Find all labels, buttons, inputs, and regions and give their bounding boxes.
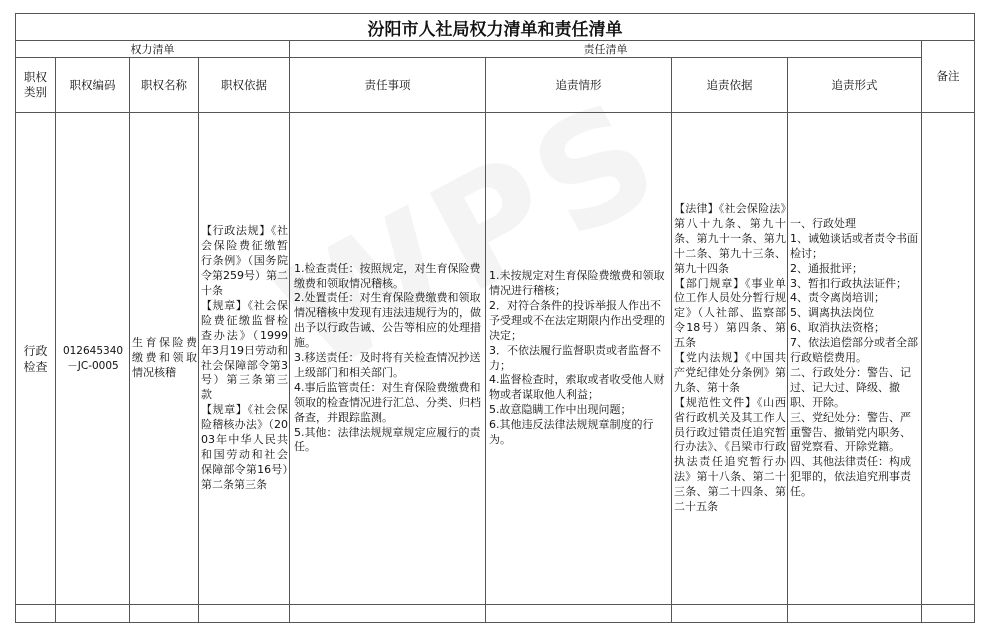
empty-cell: [199, 605, 290, 623]
header-remarks: 备注: [922, 41, 975, 113]
header-accountability-form: 追责形式: [788, 58, 922, 113]
cell-remarks: [922, 113, 975, 605]
empty-cell: [788, 605, 922, 623]
empty-cell: [672, 605, 788, 623]
responsibility-table: [15, 13, 975, 623]
empty-cell: [922, 605, 975, 623]
empty-cell: [16, 605, 56, 623]
group-header-power-list: 权力清单: [16, 41, 290, 58]
cell-name: 生育保险费缴费和领取情况核稽: [130, 113, 199, 605]
header-category: 职权类别: [16, 58, 56, 113]
group-header-responsibility-list: 责任清单: [290, 41, 922, 58]
empty-cell: [290, 605, 486, 623]
header-basis: 职权依据: [199, 58, 290, 113]
empty-cell: [486, 605, 672, 623]
header-name: 职权名称: [130, 58, 199, 113]
cell-category: 行政检查: [16, 113, 56, 605]
cell-accountability-form: 一、行政处理 1、诫勉谈话或者责令书面检讨； 2、通报批评； 3、暂扣行政执法证件； 4、责令离岗培训； 5、调离执法岗位 6、取消执法资格； 7、依法追偿部分或者全部行政赔偿费用。 二、行政处分：警告、记过、记大过、降级、撤职、开除。 三、党纪处分：警告、严重警告、撤销党内职务、留党察看、开除党籍。 四、其他法律责任：构成犯罪的，依法追究刑事责任。: [788, 113, 922, 605]
cell-responsibility: 1.检查责任：按照规定，对生育保险费缴费和领取情况稽核。 2.处置责任：对生育保险费缴费和领取情况稽核中发现有违法违规行为的，做出予以行政告诫、公告等相应的处理措施。 3.移送责任：及时将有关检查情况抄送上级部门和相关部门。 4.事后监管责任：对生育保险费缴费和领取的检查情况进行汇总、分类、归档备查，并跟踪监测。 5.其他：法律法规规章规定应履行的责任。: [290, 113, 486, 605]
table-title: 汾阳市人社局权力清单和责任清单: [16, 14, 975, 41]
header-accountability-situation: 追责情形: [486, 58, 672, 113]
cell-accountability-basis: 【法律】《社会保险法》第八十九条、第九十条、第九十一条、第九十二条、第九十三条、第九十四条 【部门规章】《事业单位工作人员处分暂行规定》（人社部、监察部令18号）第四条、第五条 【党内法规】《中国共产党纪律处分条例》第九条、第十条 【规范性文件】《山西省行政机关及其工作人员行政过错责任追究暂行办法》、《吕梁市行政执法责任追究暂行办法》第十八条、第二十三条、第二十四条、第二十五条: [672, 113, 788, 605]
cell-basis: 【行政法规】《社会保险费征缴暂行条例》（国务院令第259号）第二十条 【规章】《社会保险费征缴监督检查办法》（1999年3月19日劳动和社会保障部令第3号）第三条第三款 【规章】《社会保险稽核办法》（2003年中华人民共和国劳动和社会保障部令第16号）第二条第三条: [199, 113, 290, 605]
header-code: 职权编码: [56, 58, 130, 113]
table-row: [16, 113, 975, 605]
header-responsibility: 责任事项: [290, 58, 486, 113]
cell-code: 012645340－JC-0005: [56, 113, 130, 605]
empty-cell: [130, 605, 199, 623]
header-accountability-basis: 追责依据: [672, 58, 788, 113]
table-row-empty: [16, 605, 975, 623]
cell-accountability-situation: 1.未按规定对生育保险费缴费和领取情况进行稽核； 2．对符合条件的投诉举报人作出不予受理或不在法定期限内作出受理的决定； 3．不依法履行监督职责或者监督不力； 4.监督检查时，索取或者收受他人财物或者谋取他人利益； 5.故意隐瞒工作中出现问题； 6.其他违反法律法规规章制度的行为。: [486, 113, 672, 605]
empty-cell: [56, 605, 130, 623]
